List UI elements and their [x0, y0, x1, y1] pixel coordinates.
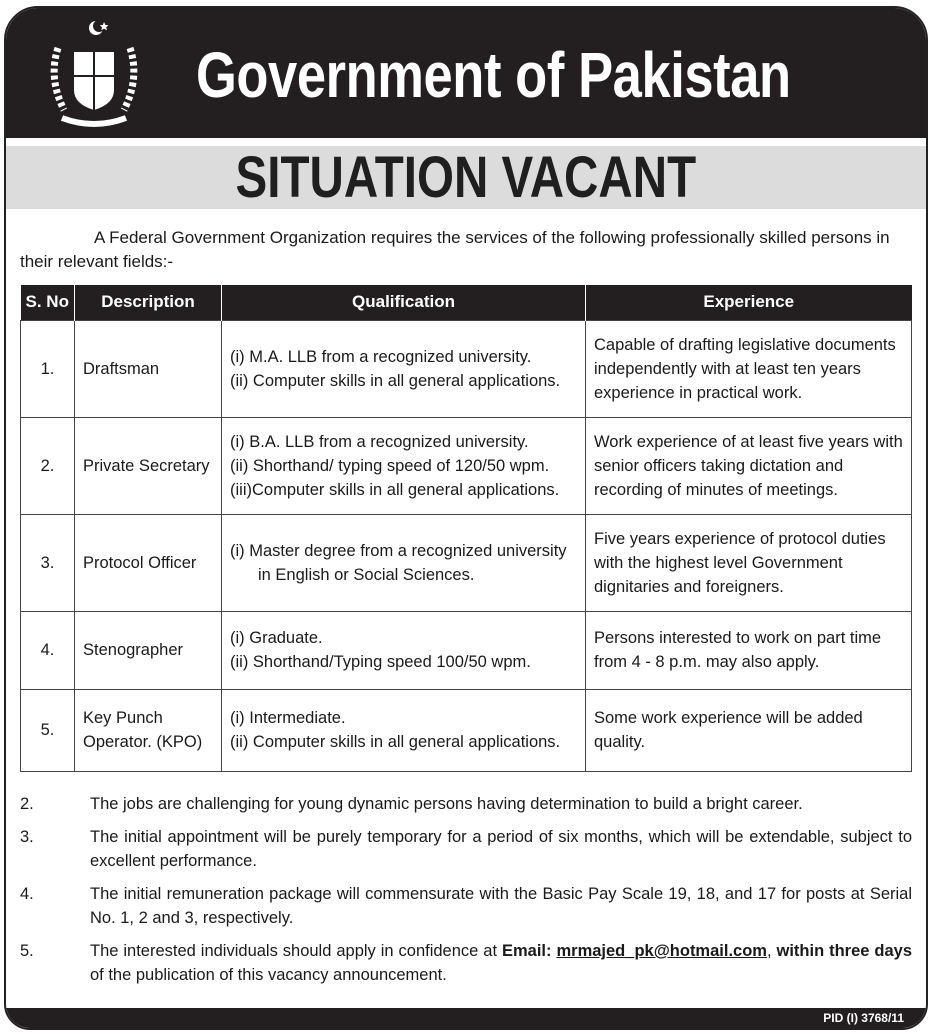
intro-text: A Federal Government Organization requires the services of the following professionally skilled persons in their relevant fields:-: [20, 228, 890, 271]
post-description: Draftsman: [75, 320, 222, 417]
serial-number: 5.: [21, 689, 75, 771]
note-text: The jobs are challenging for young dynamic persons having determination to build a bright career.: [90, 795, 803, 813]
qualification-cell: [222, 320, 586, 417]
serial-number: 2.: [21, 417, 75, 514]
note-item: [20, 792, 912, 816]
note-number: 5.: [20, 942, 34, 960]
banner: [6, 146, 926, 209]
qualification-item: (i) M.A. LLB from a recognized university.: [230, 347, 532, 366]
qualification-cell: [222, 611, 586, 689]
note-text-part: The interested individuals should apply in confidence at: [90, 942, 502, 960]
col-header-sno: S. No: [21, 285, 75, 320]
note-text: The initial remuneration package will commensurate with the Basic Pay Scale 19, 18, and 17 for posts at Serial No. 1, 2 and 3, respectively.: [90, 885, 912, 927]
post-description: Private Secretary: [75, 417, 222, 514]
serial-number: 4.: [21, 611, 75, 689]
qualification-cell: [222, 514, 586, 611]
qualification-item: (i) Intermediate.: [230, 709, 346, 727]
table-row: [21, 611, 912, 689]
qualification-item: (ii) Shorthand/Typing speed 100/50 wpm.: [230, 653, 531, 671]
table-row: [21, 514, 912, 611]
serial-number: 3.: [21, 514, 75, 611]
note-item: [20, 825, 912, 873]
note-text: [90, 939, 912, 987]
header-band: [6, 8, 926, 138]
qualification-item: (ii) Shorthand/ typing speed of 120/50 wpm.: [230, 456, 550, 475]
qualification-item: (ii) Computer skills in all general applications.: [230, 733, 561, 751]
qualification-item: (i) B.A. LLB from a recognized university.: [230, 432, 529, 451]
serial-number: 1.: [21, 320, 75, 417]
post-description: Key Punch Operator. (KPO): [75, 689, 222, 771]
col-header-description: Description: [75, 285, 222, 320]
email-link[interactable]: mrmajed_pk@hotmail.com: [556, 942, 767, 960]
page-title: Government of Pakistan: [196, 39, 791, 111]
col-header-qualification: Qualification: [222, 285, 586, 320]
banner-title: SITUATION VACANT: [235, 145, 697, 210]
email-label: Email:: [502, 942, 552, 960]
experience-cell: Capable of drafting legislative documents independently with at least ten years experience in practical work.: [586, 320, 912, 417]
post-description: Protocol Officer: [75, 514, 222, 611]
notes: [20, 792, 912, 996]
vacancy-table: [20, 285, 912, 772]
note-number: 2.: [20, 795, 34, 813]
table-row: [21, 320, 912, 417]
experience-cell: Some work experience will be added quality.: [586, 689, 912, 771]
experience-cell: Five years experience of protocol duties with the highest level Government dignitaries and foreigners.: [586, 514, 912, 611]
qualification-cell: [222, 689, 586, 771]
footer-band: [6, 1008, 926, 1028]
note-item: [20, 882, 912, 930]
state-emblem-icon: [44, 18, 144, 130]
note-item: [20, 939, 912, 987]
qualification-item: (i) Graduate.: [230, 629, 323, 647]
pid-code: PID (I) 3768/11: [823, 1011, 904, 1025]
qualification-item: (iii)Computer skills in all general applications.: [230, 480, 560, 499]
qualification-cell: [222, 417, 586, 514]
post-description: Stenographer: [75, 611, 222, 689]
qualification-item: (ii) Computer skills in all general applications.: [230, 371, 561, 390]
table-row: [21, 689, 912, 771]
advertisement: [4, 6, 928, 1030]
note-text: The initial appointment will be purely temporary for a period of six months, which will be extendable, subject to excellent performance.: [90, 828, 912, 870]
table-row: [21, 417, 912, 514]
note-text-part: ,: [766, 942, 777, 960]
note-text-part: of the publication of this vacancy announcement.: [90, 966, 447, 984]
note-number: 3.: [20, 828, 34, 846]
qualification-item: (i) Master degree from a recognized university in English or Social Sciences.: [230, 541, 567, 584]
col-header-experience: Experience: [586, 285, 912, 320]
note-number: 4.: [20, 885, 34, 903]
deadline-text: within three days: [776, 942, 913, 960]
experience-cell: Work experience of at least five years with senior officers taking dictation and recording of minutes of meetings.: [586, 417, 912, 514]
experience-cell: Persons interested to work on part time from 4 - 8 p.m. may also apply.: [586, 611, 912, 689]
